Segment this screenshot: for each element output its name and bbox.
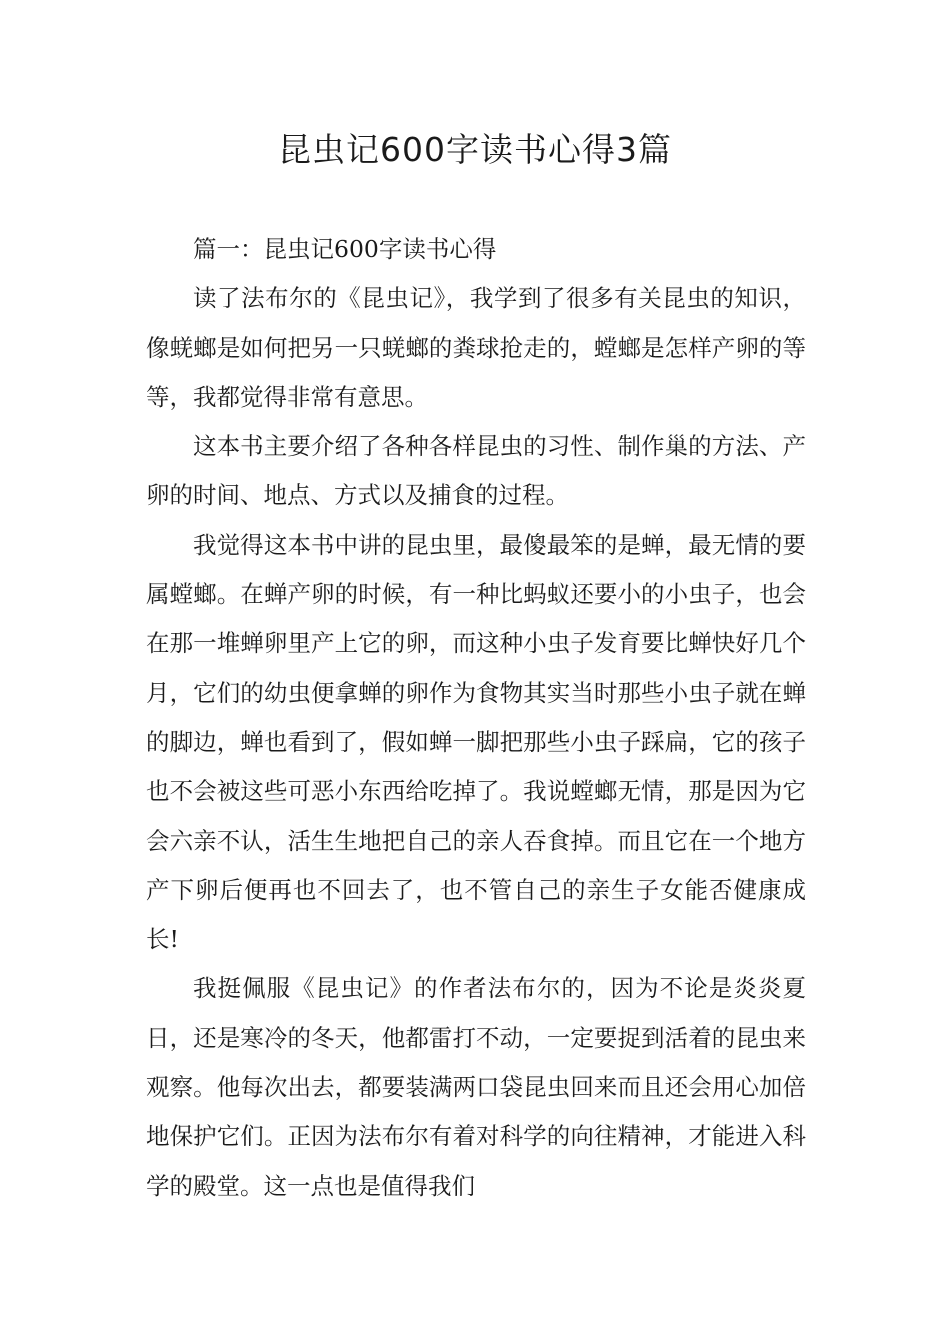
body-paragraph: 我挺佩服《昆虫记》的作者法布尔的，因为不论是炎炎夏日，还是寒冷的冬天，他都雷打不动，一定要捉到活着的昆虫来观察。他每次出去，都要装满两口袋昆虫回来而且还会用心加倍地保护它们。正因为法布尔有着对科学的向往精神，才能进入科学的殿堂。这一点也是值得我们	[146, 974, 806, 1200]
body-paragraph: 我觉得这本书中讲的昆虫里，最傻最笨的是蝉，最无情的要属螳螂。在蝉产卵的时候，有一种比蚂蚁还要小的小虫子，也会在那一堆蝉卵里产上它的卵，而这种小虫子发育要比蝉快好几个月，它们的幼虫便拿蝉的卵作为食物其实当时那些小虫子就在蝉的脚边，蝉也看到了，假如蝉一脚把那些小虫子踩扁，它的孩子也不会被这些可恶小东西给吃掉了。我说螳螂无情，那是因为它会六亲不认，活生生地把自己的亲人吞食掉。而且它在一个地方产下卵后便再也不回去了，也不管自己的亲生子女能否健康成长!	[146, 530, 806, 954]
body-paragraph: 读了法布尔的《昆虫记》，我学到了很多有关昆虫的知识，像蜣螂是如何把另一只蜣螂的粪球抢走的，螳螂是怎样产卵的等等，我都觉得非常有意思。	[146, 284, 806, 411]
body-paragraph: 这本书主要介绍了各种各样昆虫的习性、制作巢的方法、产卵的时间、地点、方式以及捕食的过程。	[146, 432, 806, 510]
document-body	[146, 225, 806, 1211]
document-title: 昆虫记600字读书心得3篇	[278, 130, 672, 169]
section-heading: 篇一：昆虫记600字读书心得	[193, 235, 497, 263]
